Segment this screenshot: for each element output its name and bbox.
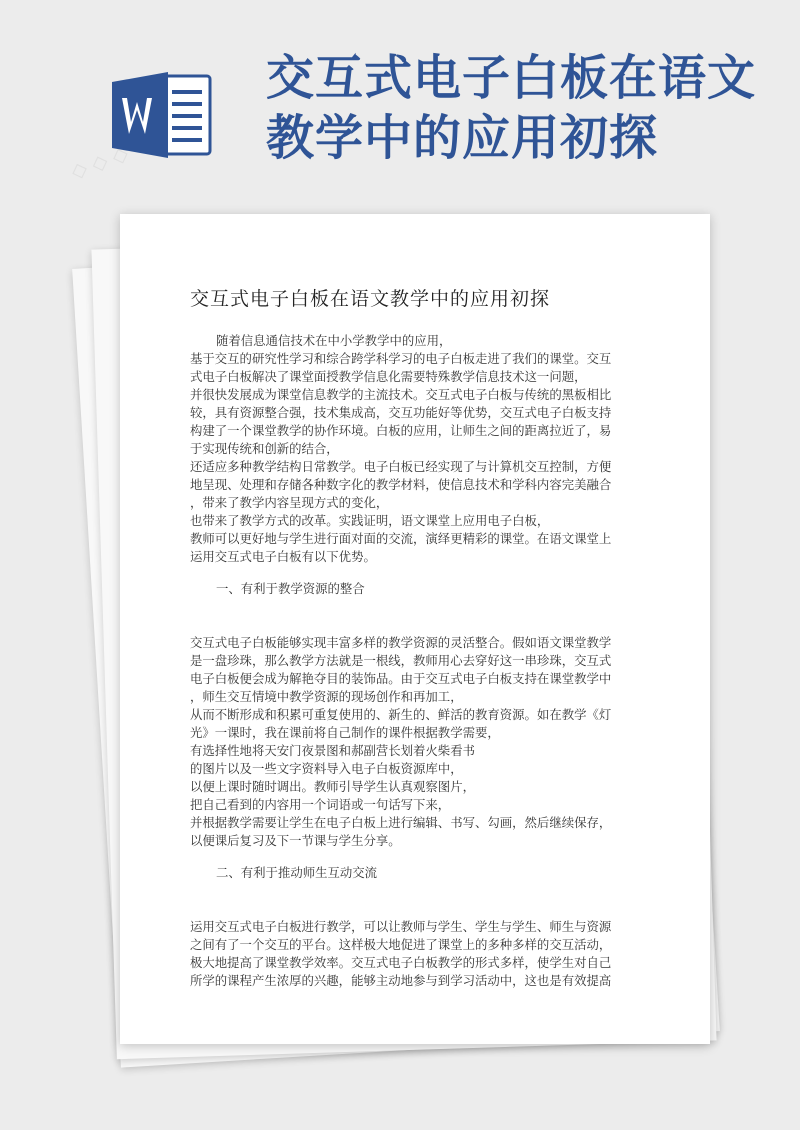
section-heading: 一、有利于教学资源的整合 <box>216 581 365 596</box>
text-line: 之间有了一个交互的平台。这样极大地促进了课堂上的多种多样的交互活动， <box>190 937 612 952</box>
text-line: 教师可以更好地与学生进行面对面的交流，演绎更精彩的课堂。在语文课堂上 <box>190 531 612 546</box>
text-line: 还适应多种教学结构日常教学。电子白板已经实现了与计算机交互控制，方便 <box>190 459 612 474</box>
document-title: 交互式电子白板在语文教学中的应用初探 <box>190 288 551 310</box>
text-line: 运用交互式电子白板有以下优势。 <box>190 549 376 564</box>
text-line: 也带来了教学方式的改革。实践证明，语文课堂上应用电子白板， <box>190 513 550 528</box>
word-document-icon <box>112 70 212 160</box>
text-line: 地呈现、处理和存储各种数字化的教学材料，使信息技术和学科内容完美融合 <box>190 477 612 492</box>
banner-title-line2: 教学中的应用初探 <box>266 110 659 166</box>
section-heading: 二、有利于推动师生互动交流 <box>216 865 378 880</box>
banner-title <box>266 48 766 168</box>
text-line: ，师生交互情境中教学资源的现场创作和再加工， <box>190 689 463 704</box>
text-line: 较，具有资源整合强，技术集成高，交互功能好等优势，交互式电子白板支持 <box>190 405 612 420</box>
watermark: ◇ ◇ ◇ <box>67 140 132 184</box>
text-line: 基于交互的研究性学习和综合跨学科学习的电子白板走进了我们的课堂。交互 <box>190 351 612 366</box>
banner-title-line1: 交互式电子白板在语文 <box>266 50 757 106</box>
text-line: 式电子白板解决了课堂面授教学信息化需要特殊教学信息技术这一问题， <box>190 369 587 384</box>
document-page <box>120 214 710 1044</box>
paragraph-spacer <box>190 850 630 864</box>
text-line: 所学的课程产生浓厚的兴趣，能够主动地参与到学习活动中，这也是有效提高 <box>190 973 612 988</box>
paragraph-spacer <box>190 598 630 634</box>
text-line: 极大地提高了课堂教学效率。交互式电子白板教学的形式多样，使学生对自己 <box>190 955 612 970</box>
text-line: 运用交互式电子白板进行教学，可以让教师与学生、学生与学生、师生与资源 <box>190 919 612 934</box>
text-line: 从而不断形成和积累可重复使用的、新生的、鲜活的教育资源。如在教学《灯 <box>190 707 612 722</box>
text-line: 随着信息通信技术在中小学教学中的应用， <box>216 333 452 348</box>
banner <box>0 0 800 200</box>
text-line: 以便课后复习及下一节课与学生分享。 <box>190 833 401 848</box>
text-line: ，带来了教学内容呈现方式的变化， <box>190 495 389 510</box>
text-line: 有选择性地将天安门夜景图和郝副营长划着火柴看书 <box>190 743 475 758</box>
text-line: 的图片以及一些文字资料导入电子白板资源库中， <box>190 761 463 776</box>
text-line: 构建了一个课堂教学的协作环境。白板的应用，让师生之间的距离拉近了，易 <box>190 423 612 438</box>
text-line: 并根据教学需要让学生在电子白板上进行编辑、书写、勾画，然后继续保存， <box>190 815 612 830</box>
text-line: 电子白板便会成为解艳夺目的装饰品。由于交互式电子白板支持在课堂教学中 <box>190 671 612 686</box>
text-line: 交互式电子白板能够实现丰富多样的教学资源的灵活整合。假如语文课堂教学 <box>190 635 612 650</box>
document-body <box>190 332 630 990</box>
paragraph-spacer <box>190 566 630 580</box>
text-line: 并很快发展成为课堂信息教学的主流技术。交互式电子白板与传统的黑板相比 <box>190 387 612 402</box>
text-line: 以便上课时随时调出。教师引导学生认真观察图片， <box>190 779 475 794</box>
paragraph-spacer <box>190 882 630 918</box>
text-line: 于实现传统和创新的结合， <box>190 441 339 456</box>
text-line: 光》一课时，我在课前将自己制作的课件根据教学需要， <box>190 725 500 740</box>
text-line: 把自己看到的内容用一个词语或一句话写下来， <box>190 797 451 812</box>
text-line: 是一盘珍珠，那么教学方法就是一根线，教师用心去穿好这一串珍珠，交互式 <box>190 653 612 668</box>
